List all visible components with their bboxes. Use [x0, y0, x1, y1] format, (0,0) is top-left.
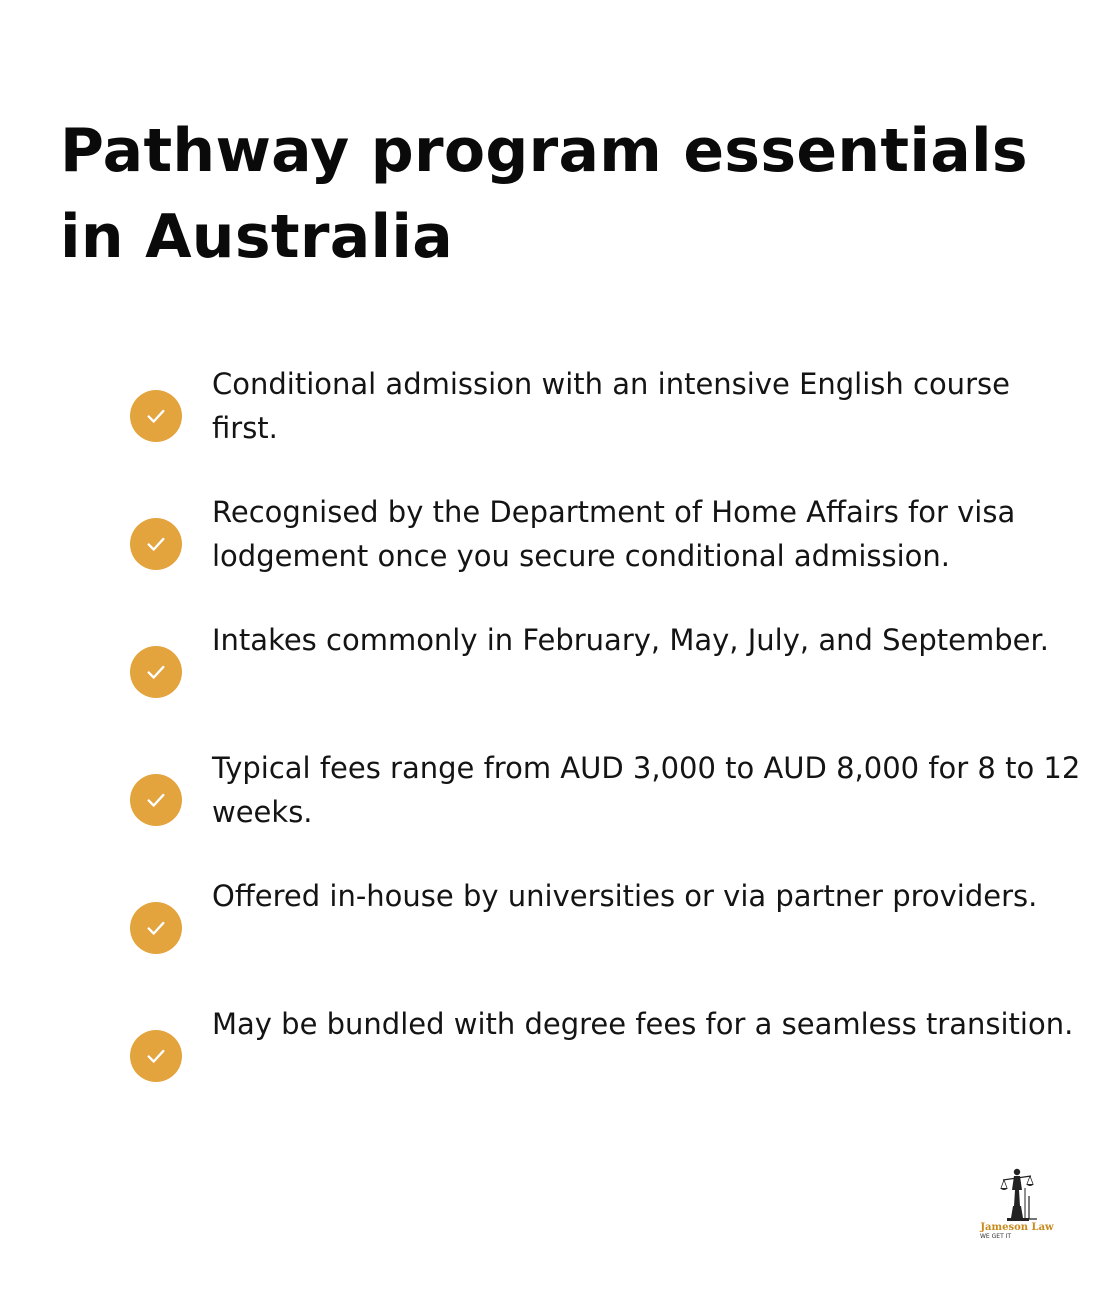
check-icon — [130, 1030, 182, 1082]
list-item — [0, 490, 1120, 590]
check-icon — [130, 518, 182, 570]
list-item-text: Intakes commonly in February, May, July, and September. — [212, 623, 1049, 657]
list-item — [0, 874, 1120, 974]
page-title: Pathway program essentials in Australia — [60, 116, 1028, 272]
list-item — [0, 1002, 1120, 1102]
list-item — [0, 746, 1120, 846]
check-icon — [130, 902, 182, 954]
list-item — [0, 618, 1120, 718]
list-item-text: Recognised by the Department of Home Affairs for visa lodgement once you secure conditional admission. — [212, 495, 1016, 573]
check-icon — [130, 774, 182, 826]
scales-of-justice-icon — [995, 1166, 1039, 1222]
check-icon — [130, 646, 182, 698]
logo-wordmark: Jameson Law — [980, 1222, 1054, 1233]
list-item-text: Conditional admission with an intensive English course first. — [212, 367, 1010, 445]
list-item-text: Offered in-house by universities or via partner providers. — [212, 879, 1038, 913]
list-item-text: Typical fees range from AUD 3,000 to AUD 8,000 for 8 to 12 weeks. — [212, 751, 1081, 829]
list-item — [0, 362, 1120, 462]
brand-logo — [974, 1166, 1060, 1246]
check-icon — [130, 390, 182, 442]
list-item-text: May be bundled with degree fees for a seamless transition. — [212, 1007, 1074, 1041]
logo-tagline: WE GET IT — [980, 1233, 1012, 1240]
